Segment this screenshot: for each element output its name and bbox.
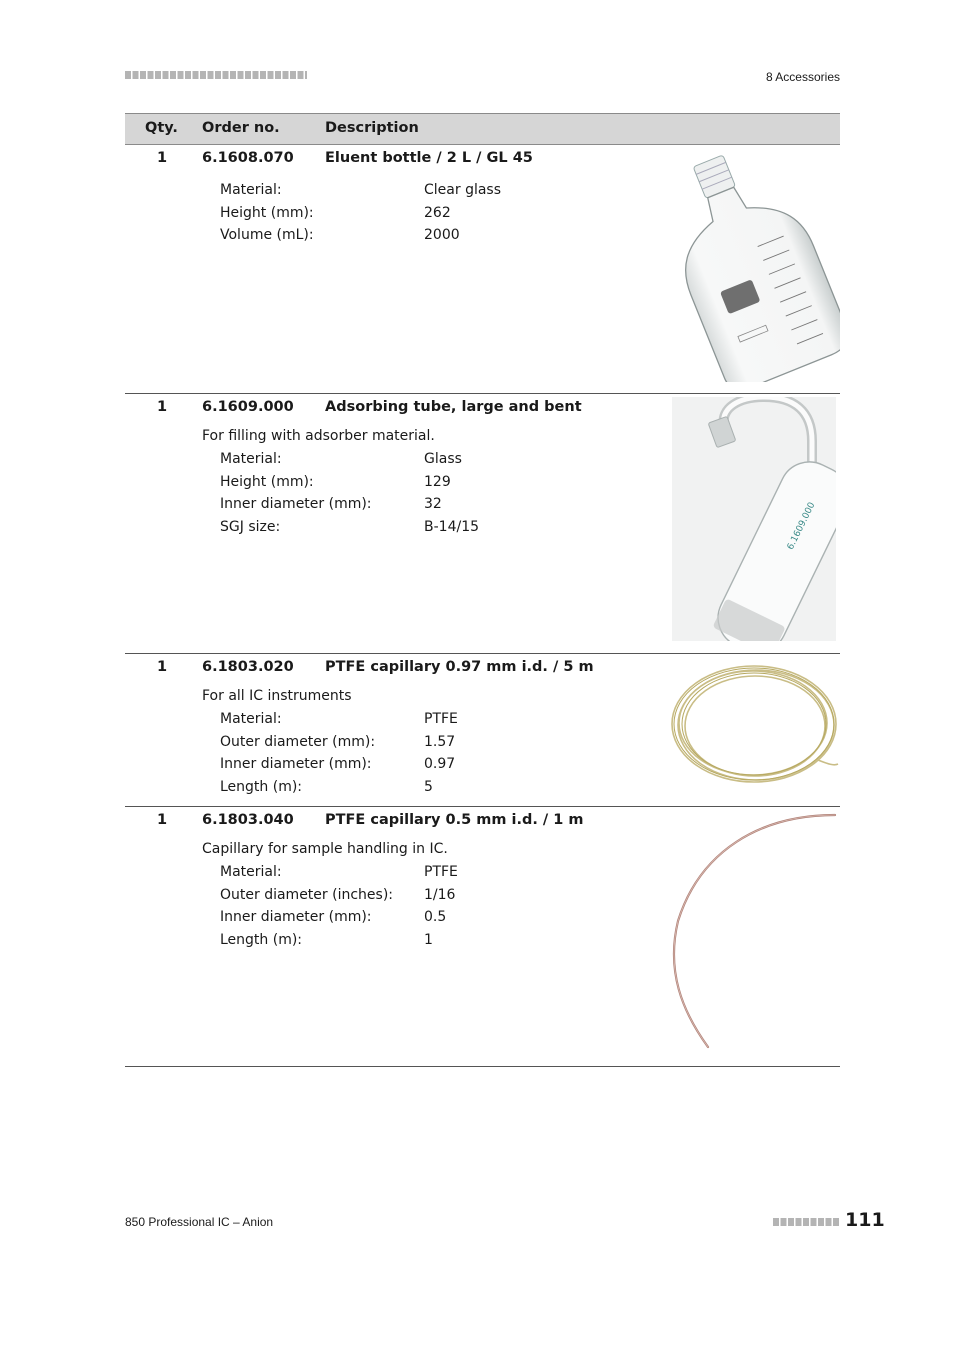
spec-key: Material: [220,864,282,880]
row-qty: 1 [157,659,168,675]
spec-key: Outer diameter (inches): [220,886,393,903]
spec-item [220,779,620,802]
spec-list [220,864,620,954]
tube-label: 6.1609.000 [785,500,818,552]
spec-key: Height (mm): [220,473,314,490]
accessories-table [125,113,840,1067]
spec-item [220,496,620,519]
spec-item [220,451,620,474]
row-note: Capillary for sample handling in IC. [202,841,448,857]
spec-key: Material: [220,182,282,198]
spec-item [220,756,620,779]
spec-item [220,227,620,250]
spec-item [220,519,620,542]
column-header-order-no: Order no. [202,120,280,136]
row-order-no: 6.1608.070 [202,150,294,166]
spec-item [220,887,620,910]
spec-value: 2000 [424,227,460,243]
row-note: For filling with adsorber material. [202,428,435,444]
spec-value: B-14/15 [424,518,480,535]
spec-item [220,205,620,228]
column-header-description: Description [325,120,419,136]
spec-value: 129 [424,473,451,490]
spec-key: Volume (mL): [220,227,314,243]
row-order-no: 6.1609.000 [202,399,294,415]
spec-item [220,711,620,734]
spec-key: Material: [220,451,282,467]
spec-item [220,932,620,955]
row-qty: 1 [157,399,168,415]
spec-item [220,182,620,205]
spec-value: 262 [424,204,451,221]
spec-list [220,451,620,541]
spec-value: 1.57 [424,733,456,750]
row-order-no: 6.1803.040 [202,812,294,828]
row-order-no: 6.1803.020 [202,659,294,675]
spec-item [220,909,620,932]
spec-value: Clear glass [424,182,502,198]
spec-value: 0.5 [424,909,447,925]
column-header-qty: Qty. [145,120,178,136]
capillary-tube-image [670,811,840,1051]
header-decoration [125,71,307,79]
spec-item [220,734,620,757]
table-row [125,394,840,654]
eluent-bottle-image [670,150,840,382]
spec-value: 5 [424,778,433,795]
spec-value: Glass [424,451,462,467]
spec-key: Inner diameter (mm): [220,756,372,772]
spec-item [220,864,620,887]
table-row [125,654,840,807]
row-description: PTFE capillary 0.5 mm i.d. / 1 m [325,812,584,828]
spec-key: Inner diameter (mm): [220,496,372,512]
spec-value: 1 [424,931,433,948]
table-row [125,145,840,394]
page-number: 111 [845,1209,885,1231]
footer-product: 850 Professional IC – Anion [125,1215,274,1229]
spec-value: 32 [424,496,442,512]
spec-key: Outer diameter (mm): [220,733,376,750]
footer-decoration [773,1218,839,1226]
spec-item [220,474,620,497]
row-qty: 1 [157,812,168,828]
spec-key: Height (mm): [220,204,314,221]
row-description: Eluent bottle / 2 L / GL 45 [325,150,533,166]
row-description: Adsorbing tube, large and bent [325,399,582,415]
spec-key: Inner diameter (mm): [220,909,372,925]
table-header [125,113,840,145]
table-row [125,807,840,1067]
spec-key: Length (m): [220,931,303,948]
capillary-coil-image [668,660,840,790]
row-description: PTFE capillary 0.97 mm i.d. / 5 m [325,659,594,675]
spec-key: SGJ size: [220,518,281,535]
spec-value: PTFE [424,864,458,880]
adsorbing-tube-image [672,397,836,641]
spec-value: 1/16 [424,886,456,903]
row-qty: 1 [157,150,168,166]
spec-list [220,182,620,250]
row-note: For all IC instruments [202,688,352,704]
spec-key: Material: [220,711,282,727]
section-title: 8 Accessories [765,70,840,84]
spec-key: Length (m): [220,778,303,795]
spec-list [220,711,620,801]
spec-value: 0.97 [424,756,456,772]
spec-value: PTFE [424,711,458,727]
